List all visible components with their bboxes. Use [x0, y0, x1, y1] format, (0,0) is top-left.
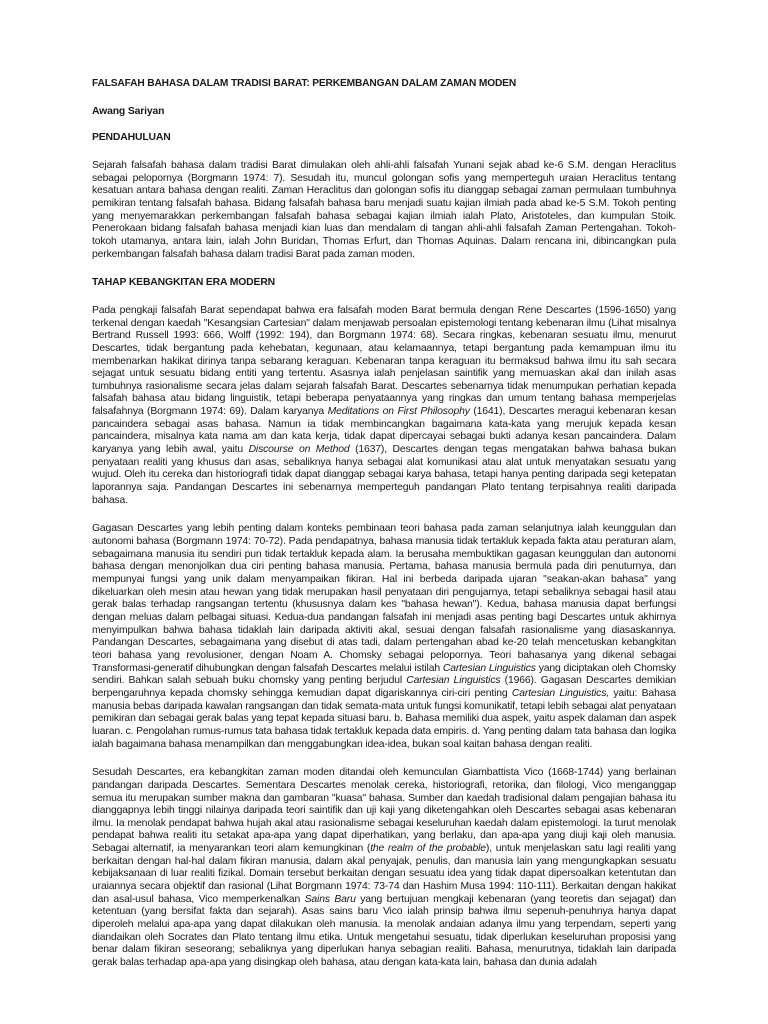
text-run: yang bertujuan mengkaji kebenaran (yang teoretis dan sejagat) dan ketentuan (yang bersifat fakta dan sejarah). Asas sains baru Vico ialah prinsip bahwa ilmu sepenuh-penuhnya hanya dapat diperoleh melalui apa-apa yang dapat dilakukan oleh manusia. Ia menolak andaian adanya ilmu yang terpendam, seperti yang diandaikan oleh Socrates dan Plato tentang ilmu etika. Untuk mengetahui sesuatu, tidak diperlukan keseluruhan proposisi yang benar dalam fikiran seseorang; sebaliknya yang diperlukan hanya sebagian realiti. Bahasa, menurutnya, tidaklah lain daripada gerak balas terhadap apa-apa yang disingkap oleh bahasa, atau dengan kata-kata lain, bahasa dan dunia adalah [92, 893, 677, 969]
text-run: Sesudah Descartes, era kebangkitan zaman moden ditandai oleh kemunculan Giambattista Vico (1668-1744) yang berlainan pandangan daripada Descartes. Sementara Descartes menolak cereka, historiografi, retorika, dan filologi, Vico menganggap semua itu merupakan sumber makna dan gambaran "kuasa" bahasa. Sumber dan kaedah tradisional dalam pengajian bahasa itu dianggapnya lebih tinggi nilainya daripada teori saintifik dan uji kaji yang diketengahkan oleh Descartes sebagai asas kebenaran ilmu. Ia menolak pendapat bahwa hujah akal atau rasionalisme sebagai keseluruhan kaedah dalam epistemologi. Ia turut menolak pendapat bahwa realiti itu setakat apa-apa yang dapat diperhatikan, yang berlaku, dan apa-apa yang diuji kaji oleh manusia. Sebagai alternatif, ia menyarankan teori alam kemungkinan ( [92, 767, 676, 855]
paragraph-pendahuluan [92, 160, 676, 261]
book-title: Cartesian Linguistics [406, 675, 501, 687]
term: Cartesian Linguistics [442, 662, 536, 674]
paragraph-descartes-1 [92, 305, 676, 508]
document-page [92, 78, 676, 986]
text-run: ), untuk menjelaskan satu lagi realiti yang berkaitan dengan hal-hal dalam fikiran manusia, dalam akal penyajak, penulis, dan manusia lain yang mengungkapkan sesuatu kebijaksanaan di luar realiti fizikal. Domain tersebut berkaitan dengan sesuatu idea yang tidak dapat dipersoalkan ketentutan dan uraiannya secara objektif dan rasional (Lihat Borgmann 1974: 73-74 dan Hashim Musa 1994: 110-111). Berkaitan dengan hakikat dan asal-usul bahasa, Vico memperkenalkan [92, 843, 676, 905]
text-run: Pada pengkaji falsafah Barat sependapat bahwa era falsafah moden Barat bermula dengan Rene Descartes (1596-1650) yang terkenal dengan kaedah "Kesangsian Cartesian" dalam menjawab persoalan epistemologi tentang kebenaran ilmu (Lihat misalnya Bertrand Russell 1993: 666, Wolff (1992: 194), dan Borgmann 1974: 68). Secara ringkas, kebenaran sesuatu ilmu, menurut Descartes, tidak bergantung pada kehebatan, kegunaan, atau kelamaannya, tetapi bergantung pada kemampuan ilmu itu membenarkan hakikat dirinya tanpa sebarang keraguan. Kebenaran tanpa keraguan itu bermaksud bahwa ilmu itu sah secara sejagat untuk sesuatu bidang entiti yang tertentu. Asasnya ialah penjelasan saintifik yang memuaskan akal dan inilah asas tumbuhnya rasionalisme secara jelas dalam sejarah falsafah Barat. Descartes sebenarnya tidak menumpukan perhatian kepada falsafah bahasa atau bidang linguistik, tetapi beberapa penyataannya yang ringkas dan umum tentang bahasa memperjelas falsafahnya (Borgmann 1974: 69). Dalam karyanya [92, 304, 676, 418]
paragraph-vico [92, 767, 676, 970]
text-run: (1637), Descartes dengan tegas mengatakan bahwa bahasa bukan penyataan realiti yang khusus dan asas, sebaliknya hanya sebagai alat komunikasi atau alat untuk menyatakan sesuatu yang wujud. Oleh itu cereka dan historiografi tidak dapat dianggap sebagai karya bahasa, tetapi hanya penting daripada segi ketepatan laporannya saja. Pandangan Descartes ini sebenarnya memperteguh pandangan Plato tentang terpisahnya realiti daripada bahasa. [92, 444, 676, 506]
term: the realm of the probable [370, 843, 486, 855]
document-title: FALSAFAH BAHASA DALAM TRADISI BARAT: PERKEMBANGAN DALAM ZAMAN MODEN [92, 78, 517, 89]
book-title: Discourse on Method [248, 444, 350, 456]
term: Sains Baru [304, 893, 356, 905]
text-run: yaitu: Bahasa manusia bebas daripada kawalan rangsangan dan tidak semata-mata untuk fungsi komunikatif, tetapi lebih sebagai alat penyataan pemikiran dan sebagai gerak balas yang tepat kepada situasi baru. b. Bahasa memiliki dua aspek, yaitu aspek dalaman dan aspek luaran. c. Pengolahan rumus-rumus tata bahasa tidak tertakluk kepada data empiris. d. Yang penting dalam tata bahasa dan logika ialah bagaimana bahasa menampilkan dan menggabungkan idea-idea, bukan soal kaitan bahasa dengan realiti. [92, 687, 676, 750]
book-title: Meditations on First Philosophy [327, 406, 470, 418]
term: Cartesian Linguistics, [511, 687, 609, 699]
text-run: (1641), Descartes meragui kebenaran kesan pancaindera sebagai asas bahasa. Namun ia tidak membincangkan bagaimana kata-kata yang merujuk kepada kesan pancaindera, misalnya kata nama am dan kata kerja, tidak dapat dipercayai sebagai bukti adanya kesan pancaindera. Dalam karyanya yang lebih awal, yaitu [92, 406, 677, 456]
paragraph-descartes-2 [92, 523, 676, 751]
paragraph-text: Sejarah falsafah bahasa dalam tradisi Barat dimulakan oleh ahli-ahli falsafah Yunani sejak abad ke-6 S.M. dengan Heraclitus sebagai pelopornya (Borgmann 1974: 7). Sesudah itu, muncul golongan sofis yang memperteguh uraian Heraclitus tentang kesatuan antara bahasa dengan realiti. Zaman Heraclitus dan golongan sofis itu dianggap sebagai zaman permulaan tumbuhnya pemikiran tentang falsafah bahasa. Bidang falsafah bahasa baru menjadi suatu kajian ilmiah pada abad ke-5 S.M. Tokoh penting yang menyemarakkan perkembangan falsafah bahasa sebagai kajian ilmiah ialah Plato, Aristoteles, dan kumpulan Stoik. Penerokaan bidang falsafah bahasa menjadi kian luas dan mendalam di tangan ahli-ahli falsafah Zaman Pertengahan. Tokoh-tokoh utamanya, antara lain, ialah John Buridan, Thomas Erfurt, dan Thomas Aquinas. Dalam rencana ini, dibincangkan pula perkembangan falsafah bahasa dalam tradisi Barat pada zaman moden. [92, 159, 676, 260]
author-name: Awang Sariyan [92, 105, 165, 117]
section-heading-kebangkitan: TAHAP KEBANGKITAN ERA MODERN [92, 277, 276, 289]
section-heading-pendahuluan: PENDAHULUAN [92, 132, 171, 144]
text-run: Gagasan Descartes yang lebih penting dalam konteks pembinaan teori bahasa pada zaman selanjutnya ialah keunggulan dan autonomi bahasa (Borgmann 1974: 70-72). Pada pendapatnya, bahasa manusia tidak tertakluk kepada fakta atau peraturan alam, sebagaimana manusia itu sendiri pun tidak tertakluk kepada alam. Ia berusaha membuktikan gagasan keunggulan dan autonomi bahasa dengan menonjolkan dua ciri penting bahasa manusia. Pertama, bahasa manusia bermula pada diri penuturnya, dan mempunyai fungsi yang unik dalam menyampaikan fikiran. Hal ini berbeda daripada ujaran "seakan-akan bahasa" yang dikeluarkan oleh mesin atau hewan yang tidak merupakan hasil penyataan diri pengujarnya, tetapi sebaliknya sebagai hasil atau gerak balas terhadap rangsangan tertentu (khususnya dalam kes "bahasa hewan"). Kedua, bahasa manusia dapat berfungsi dengan meluas dalam pelbagai situasi. Kedua-dua pandangan falsafah ini menjadi asas penting bagi Descartes untuk akhirnya menyimpulkan bahwa bahasa tidaklah lain daripada aktiviti akal, sesuai dengan falsafah rasionalisme yang diasaskannya. Pandangan Descartes, sebagaimana yang disebut di atas tadi, dalam pertengahan abad ke-20 telah mencetuskan kebangkitan teori bahasa yang revolusioner, dengan Noam A. Chomsky sebagai pelopornya. Teori bahasanya yang dikenal sebagai Transformasi-generatif dihubungkan dengan falsafah Descartes melalui istilah [92, 523, 676, 674]
text-run: (1966). Gagasan Descartes demikian berpengaruhnya kepada chomsky sehingga kemudian dapat digariskannya ciri-ciri penting [92, 675, 676, 699]
text-run: yang diciptakan oleh Chomsky sendiri. Bahkan salah sebuah buku chomsky yang penting berjudul [92, 662, 676, 687]
